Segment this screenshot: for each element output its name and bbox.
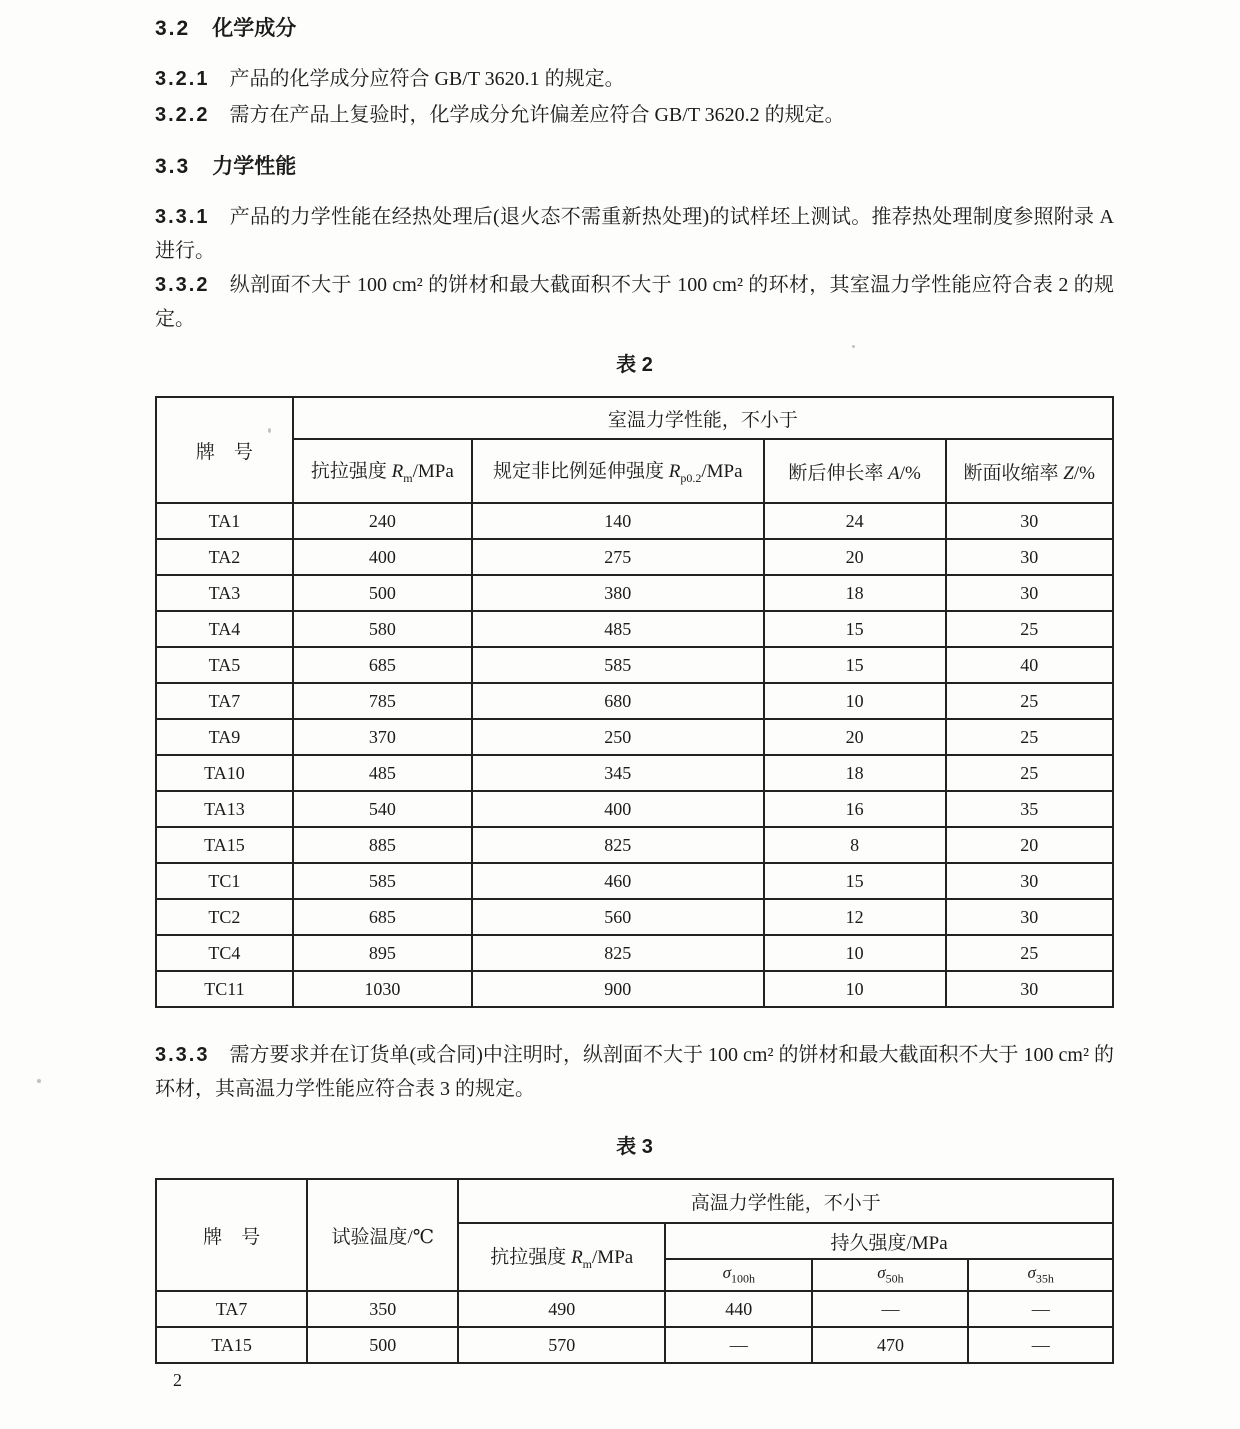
value-cell: 25 <box>946 719 1114 755</box>
paragraph-3-2-2 <box>155 98 1114 132</box>
value-cell: 15 <box>764 647 946 683</box>
col-label: 抗拉强度 <box>490 1247 572 1269</box>
value-cell: 900 <box>472 971 764 1007</box>
paragraph-number: 3.2.1 <box>155 68 210 90</box>
paragraph-number: 3.2.2 <box>155 104 210 126</box>
value-cell: 400 <box>472 791 764 827</box>
table-row <box>156 863 1113 899</box>
table3-col-sigma-35h <box>968 1259 1113 1291</box>
value-cell: 370 <box>293 719 472 755</box>
grade-cell: TA1 <box>156 503 293 539</box>
paragraph-text: 产品的化学成分应符合 GB/T 3620.1 的规定。 <box>229 68 625 90</box>
grade-cell: TA10 <box>156 755 293 791</box>
symbol: A <box>888 462 900 484</box>
value-cell: 8 <box>764 827 946 863</box>
unit: /% <box>1073 462 1095 484</box>
value-cell: 460 <box>472 863 764 899</box>
col-label: 断面收缩率 <box>963 462 1064 484</box>
grade-cell: TA15 <box>156 827 293 863</box>
value-cell: 440 <box>665 1291 812 1327</box>
table2 <box>155 396 1114 1008</box>
symbol: R <box>571 1247 583 1269</box>
table2-col-elongation <box>764 439 946 503</box>
grade-cell: TA7 <box>156 1291 307 1327</box>
unit: /% <box>899 462 921 484</box>
paragraph-text: 产品的力学性能在经热处理后(退火态不需重新热处理)的试样坯上测试。推荐热处理制度参照附录 A 进行。 <box>155 206 1114 262</box>
table-row <box>156 1327 1113 1363</box>
grade-cell: TA2 <box>156 539 293 575</box>
unit: /MPa <box>592 1247 634 1269</box>
col-label: 抗拉强度 <box>310 461 392 483</box>
value-cell: 30 <box>946 575 1114 611</box>
symbol: σ <box>722 1263 731 1283</box>
section-heading-3-2 <box>155 16 1114 42</box>
subscript: 50h <box>885 1271 904 1286</box>
grade-cell: TC2 <box>156 899 293 935</box>
value-cell: 40 <box>946 647 1114 683</box>
paragraph-number: 3.3.1 <box>155 206 210 228</box>
table3-group-header: 高温力学性能，不小于 <box>458 1179 1113 1223</box>
paragraph-3-3-3 <box>155 1038 1114 1106</box>
symbol: R <box>391 461 404 483</box>
value-cell: 12 <box>764 899 946 935</box>
symbol: σ <box>877 1263 886 1283</box>
value-cell: 10 <box>764 935 946 971</box>
value-cell: 400 <box>293 539 472 575</box>
value-cell: 10 <box>764 971 946 1007</box>
table2-col-proof-strength <box>472 439 764 503</box>
table-row <box>156 683 1113 719</box>
table2-body <box>156 503 1113 1007</box>
table-row <box>156 791 1113 827</box>
subscript: m <box>582 1256 593 1271</box>
table3-body <box>156 1291 1113 1363</box>
value-cell: 16 <box>764 791 946 827</box>
value-cell: 35 <box>946 791 1114 827</box>
symbol: R <box>668 461 681 483</box>
value-cell: 585 <box>293 863 472 899</box>
grade-cell: TA4 <box>156 611 293 647</box>
value-cell: 580 <box>293 611 472 647</box>
value-cell: 485 <box>293 755 472 791</box>
value-cell: 680 <box>472 683 764 719</box>
table3-col-sigma-100h <box>665 1259 812 1291</box>
value-cell: 485 <box>472 611 764 647</box>
subscript: 35h <box>1035 1271 1054 1286</box>
paragraph-number: 3.3.2 <box>155 274 210 296</box>
value-cell: 500 <box>293 575 472 611</box>
value-cell: 570 <box>458 1327 665 1363</box>
value-cell: 20 <box>946 827 1114 863</box>
grade-cell: TA15 <box>156 1327 307 1363</box>
value-cell: 20 <box>764 539 946 575</box>
value-cell: 470 <box>812 1327 968 1363</box>
table3-temperature-header: 试验温度/℃ <box>307 1179 458 1291</box>
table-row <box>156 827 1113 863</box>
symbol: Z <box>1063 462 1074 484</box>
value-cell: 685 <box>293 647 472 683</box>
value-cell: 785 <box>293 683 472 719</box>
table-row <box>156 539 1113 575</box>
value-cell: 825 <box>472 827 764 863</box>
value-cell: 345 <box>472 755 764 791</box>
value-cell: — <box>968 1291 1113 1327</box>
section-heading-3-3 <box>155 154 1114 180</box>
table-row <box>156 1291 1113 1327</box>
value-cell: 895 <box>293 935 472 971</box>
value-cell: 500 <box>307 1327 458 1363</box>
value-cell: 18 <box>764 755 946 791</box>
value-cell: 685 <box>293 899 472 935</box>
table-row <box>156 971 1113 1007</box>
grade-cell: TA7 <box>156 683 293 719</box>
grade-cell: TA3 <box>156 575 293 611</box>
paragraph-3-2-1 <box>155 62 1114 96</box>
value-cell: 885 <box>293 827 472 863</box>
value-cell: 350 <box>307 1291 458 1327</box>
value-cell: 15 <box>764 611 946 647</box>
paragraph-3-3-1 <box>155 200 1114 268</box>
paragraph-number: 3.3.3 <box>155 1044 210 1066</box>
grade-cell: TA9 <box>156 719 293 755</box>
table-row <box>156 719 1113 755</box>
table-row <box>156 935 1113 971</box>
scan-speck <box>37 1079 41 1083</box>
value-cell: 540 <box>293 791 472 827</box>
value-cell: 25 <box>946 935 1114 971</box>
value-cell: 20 <box>764 719 946 755</box>
value-cell: 140 <box>472 503 764 539</box>
value-cell: 30 <box>946 539 1114 575</box>
grade-cell: TA13 <box>156 791 293 827</box>
paragraph-text: 需方在产品上复验时，化学成分允许偏差应符合 GB/T 3620.2 的规定。 <box>229 104 845 126</box>
value-cell: 25 <box>946 755 1114 791</box>
value-cell: 25 <box>946 683 1114 719</box>
subscript: 100h <box>730 1271 755 1286</box>
grade-cell: TC11 <box>156 971 293 1007</box>
table3 <box>155 1178 1114 1364</box>
col-label: 断后伸长率 <box>788 462 889 484</box>
symbol: σ <box>1027 1263 1036 1283</box>
table3-grade-header: 牌 号 <box>156 1179 307 1291</box>
scan-speck <box>268 428 271 433</box>
table-row <box>156 575 1113 611</box>
table2-col-tensile-strength <box>293 439 472 503</box>
table3-col-tensile-strength <box>458 1223 665 1291</box>
table3-endurance-header: 持久强度/MPa <box>665 1223 1113 1259</box>
grade-cell: TC1 <box>156 863 293 899</box>
value-cell: 30 <box>946 503 1114 539</box>
value-cell: 30 <box>946 971 1114 1007</box>
table-row <box>156 899 1113 935</box>
value-cell: 825 <box>472 935 764 971</box>
value-cell: 275 <box>472 539 764 575</box>
value-cell: 24 <box>764 503 946 539</box>
subscript: p0.2 <box>680 470 702 485</box>
value-cell: — <box>665 1327 812 1363</box>
table-row <box>156 755 1113 791</box>
value-cell: — <box>812 1291 968 1327</box>
value-cell: 560 <box>472 899 764 935</box>
value-cell: 30 <box>946 899 1114 935</box>
section-title: 化学成分 <box>212 17 297 40</box>
table-row <box>156 611 1113 647</box>
table3-title: 表 3 <box>616 1136 653 1158</box>
table-row <box>156 503 1113 539</box>
unit: /MPa <box>701 461 743 483</box>
section-number: 3.3 <box>155 155 191 178</box>
section-title: 力学性能 <box>212 155 297 178</box>
paragraph-3-3-2 <box>155 268 1114 336</box>
value-cell: 15 <box>764 863 946 899</box>
paragraph-text: 需方要求并在订货单(或合同)中注明时，纵剖面不大于 100 cm² 的饼材和最大截面积不大于 100 cm² 的环材，其高温力学性能应符合表 3 的规定。 <box>155 1044 1114 1100</box>
table2-title: 表 2 <box>616 354 653 376</box>
value-cell: 240 <box>293 503 472 539</box>
unit: /MPa <box>412 461 454 483</box>
paragraph-text: 纵剖面不大于 100 cm² 的饼材和最大截面积不大于 100 cm² 的环材，其室温力学性能应符合表 2 的规定。 <box>155 274 1114 330</box>
value-cell: — <box>968 1327 1113 1363</box>
scan-speck <box>852 345 855 348</box>
table2-col-reduction-of-area <box>946 439 1114 503</box>
subscript: m <box>403 470 413 485</box>
section-number: 3.2 <box>155 17 191 40</box>
table2-grade-header: 牌 号 <box>156 397 293 503</box>
value-cell: 30 <box>946 863 1114 899</box>
value-cell: 250 <box>472 719 764 755</box>
value-cell: 25 <box>946 611 1114 647</box>
table2-group-header: 室温力学性能，不小于 <box>293 397 1113 439</box>
value-cell: 10 <box>764 683 946 719</box>
grade-cell: TA5 <box>156 647 293 683</box>
value-cell: 18 <box>764 575 946 611</box>
table3-col-sigma-50h <box>812 1259 968 1291</box>
col-label: 规定非比例延伸强度 <box>492 461 669 483</box>
value-cell: 585 <box>472 647 764 683</box>
table-row <box>156 647 1113 683</box>
value-cell: 380 <box>472 575 764 611</box>
grade-cell: TC4 <box>156 935 293 971</box>
value-cell: 1030 <box>293 971 472 1007</box>
page-number: 2 <box>173 1370 182 1390</box>
value-cell: 490 <box>458 1291 665 1327</box>
